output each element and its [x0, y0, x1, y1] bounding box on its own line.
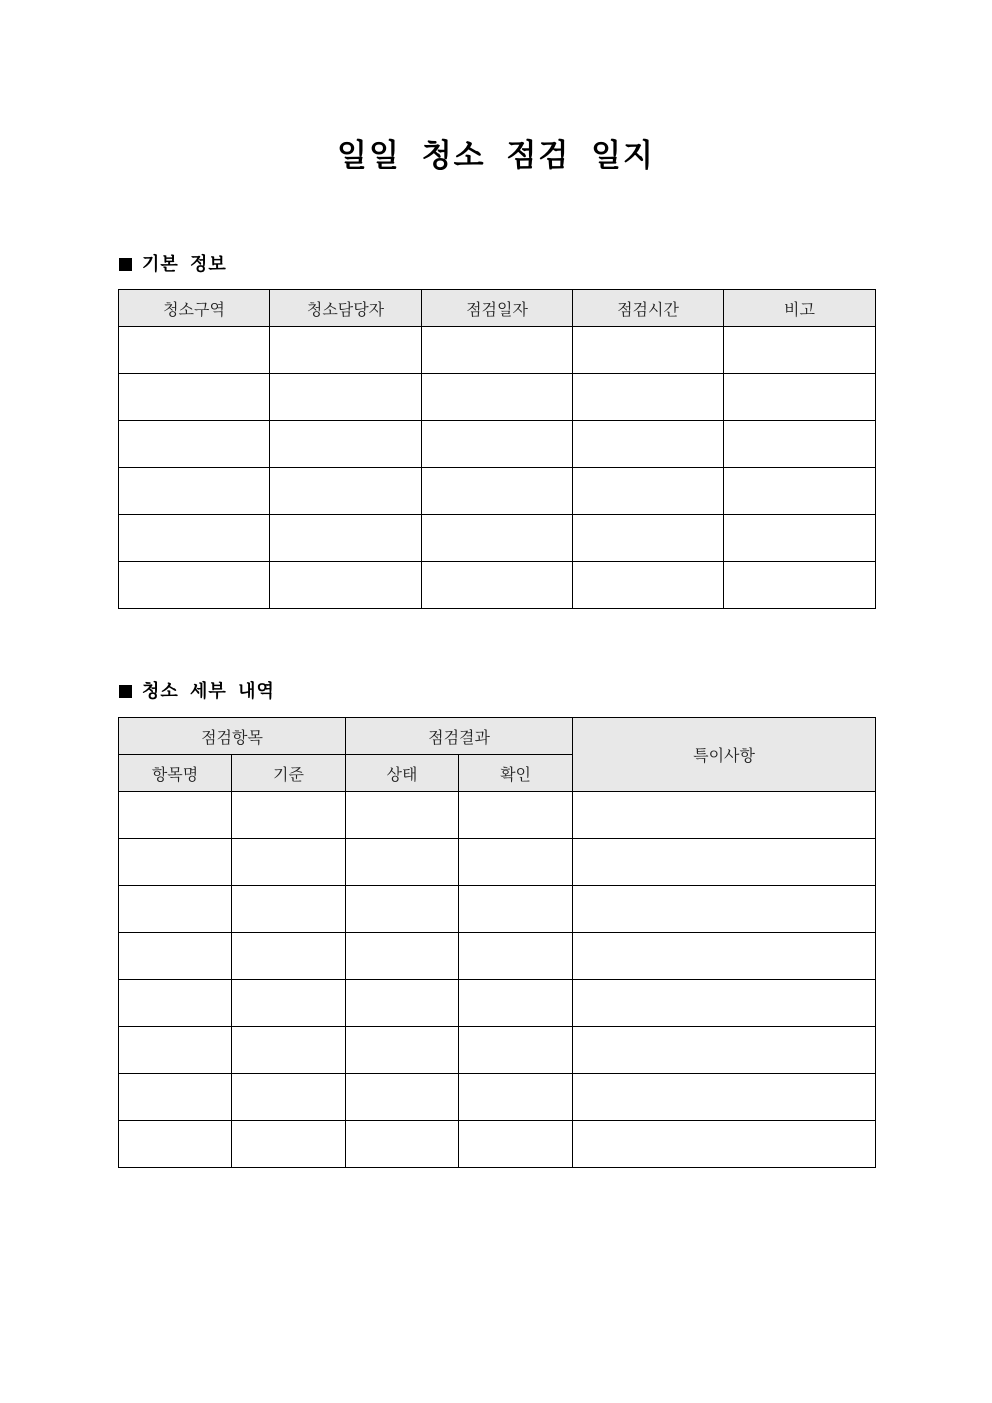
table-cell[interactable]: [119, 1121, 232, 1168]
section-heading-basic-info: [119, 253, 227, 277]
table-cell[interactable]: [232, 1027, 346, 1074]
square-bullet-icon: [119, 258, 132, 271]
table-cell[interactable]: [724, 374, 876, 421]
table-cell[interactable]: [459, 1074, 573, 1121]
table-cell[interactable]: [573, 562, 724, 609]
column-header-special-notes: 특이사항: [573, 718, 876, 792]
table-row: [119, 933, 876, 980]
table-cell[interactable]: [270, 421, 422, 468]
table-cell[interactable]: [119, 515, 270, 562]
table-cell[interactable]: [119, 1027, 232, 1074]
column-header-inspection-time: 점검시간: [573, 290, 724, 327]
table-cell[interactable]: [346, 980, 459, 1027]
table-cell[interactable]: [573, 515, 724, 562]
column-header-item-name: 항목명: [119, 755, 232, 792]
table-row: [119, 562, 876, 609]
table-cell[interactable]: [573, 1027, 876, 1074]
table-cell[interactable]: [119, 980, 232, 1027]
table-cell[interactable]: [232, 1074, 346, 1121]
table-cell[interactable]: [459, 933, 573, 980]
table-cell[interactable]: [573, 886, 876, 933]
table-cell[interactable]: [724, 515, 876, 562]
square-bullet-icon: [119, 685, 132, 698]
table-cell[interactable]: [422, 327, 573, 374]
table-cell[interactable]: [573, 327, 724, 374]
table-cell[interactable]: [119, 933, 232, 980]
table-cell[interactable]: [346, 1074, 459, 1121]
column-header-cleaning-area: 청소구역: [119, 290, 270, 327]
table-row: [119, 468, 876, 515]
basic-info-table: [118, 289, 876, 609]
cleaning-detail-table: [118, 717, 876, 1168]
table-cell[interactable]: [119, 468, 270, 515]
table-row: [119, 1121, 876, 1168]
table-cell[interactable]: [346, 933, 459, 980]
table-cell[interactable]: [724, 468, 876, 515]
table-row: [119, 886, 876, 933]
table-cell[interactable]: [573, 374, 724, 421]
table-cell[interactable]: [573, 468, 724, 515]
column-header-cleaner: 청소담당자: [270, 290, 422, 327]
table-header-row: [119, 290, 876, 327]
table-cell[interactable]: [119, 886, 232, 933]
table-cell[interactable]: [346, 839, 459, 886]
table-row: [119, 980, 876, 1027]
table-cell[interactable]: [459, 886, 573, 933]
column-header-remarks: 비고: [724, 290, 876, 327]
table-cell[interactable]: [270, 515, 422, 562]
table-cell[interactable]: [119, 327, 270, 374]
table-cell[interactable]: [459, 1027, 573, 1074]
table-cell[interactable]: [573, 792, 876, 839]
table-cell[interactable]: [270, 327, 422, 374]
table-row: [119, 374, 876, 421]
table-cell[interactable]: [270, 562, 422, 609]
table-row: [119, 792, 876, 839]
table-cell[interactable]: [724, 421, 876, 468]
table-cell[interactable]: [119, 839, 232, 886]
table-cell[interactable]: [422, 421, 573, 468]
table-cell[interactable]: [232, 886, 346, 933]
table-row: [119, 839, 876, 886]
table-cell[interactable]: [232, 980, 346, 1027]
table-cell[interactable]: [119, 562, 270, 609]
table-row: [119, 1027, 876, 1074]
group-header-inspection-result: 점검결과: [346, 718, 573, 755]
group-header-inspection-item: 점검항목: [119, 718, 346, 755]
table-row: [119, 327, 876, 374]
table-cell[interactable]: [119, 1074, 232, 1121]
table-cell[interactable]: [346, 1121, 459, 1168]
table-row: [119, 515, 876, 562]
table-cell[interactable]: [422, 468, 573, 515]
column-header-inspection-date: 점검일자: [422, 290, 573, 327]
table-cell[interactable]: [346, 1027, 459, 1074]
table-row: [119, 421, 876, 468]
table-cell[interactable]: [459, 792, 573, 839]
table-cell[interactable]: [573, 980, 876, 1027]
table-cell[interactable]: [573, 933, 876, 980]
table-cell[interactable]: [232, 839, 346, 886]
table-cell[interactable]: [573, 839, 876, 886]
table-cell[interactable]: [270, 374, 422, 421]
table-cell[interactable]: [232, 792, 346, 839]
table-cell[interactable]: [270, 468, 422, 515]
table-cell[interactable]: [459, 980, 573, 1027]
table-cell[interactable]: [573, 1121, 876, 1168]
table-cell[interactable]: [346, 886, 459, 933]
table-cell[interactable]: [459, 839, 573, 886]
table-cell[interactable]: [422, 562, 573, 609]
table-cell[interactable]: [346, 792, 459, 839]
section-heading-label: 청소 세부 내역: [142, 681, 275, 702]
section-heading-label: 기본 정보: [142, 254, 227, 275]
table-cell[interactable]: [119, 792, 232, 839]
column-header-confirm: 확인: [459, 755, 573, 792]
table-cell[interactable]: [119, 374, 270, 421]
table-cell[interactable]: [232, 1121, 346, 1168]
page-title: 일일 청소 점검 일지: [337, 138, 655, 174]
section-heading-cleaning-details: [119, 680, 275, 704]
table-cell[interactable]: [232, 933, 346, 980]
table-row: [119, 1074, 876, 1121]
table-cell[interactable]: [573, 1074, 876, 1121]
column-header-standard: 기준: [232, 755, 346, 792]
table-cell[interactable]: [573, 421, 724, 468]
table-cell[interactable]: [119, 421, 270, 468]
table-cell[interactable]: [422, 374, 573, 421]
table-cell[interactable]: [422, 515, 573, 562]
table-cell[interactable]: [724, 562, 876, 609]
table-cell[interactable]: [724, 327, 876, 374]
table-cell[interactable]: [459, 1121, 573, 1168]
table-header-row: [119, 718, 876, 755]
column-header-status: 상태: [346, 755, 459, 792]
